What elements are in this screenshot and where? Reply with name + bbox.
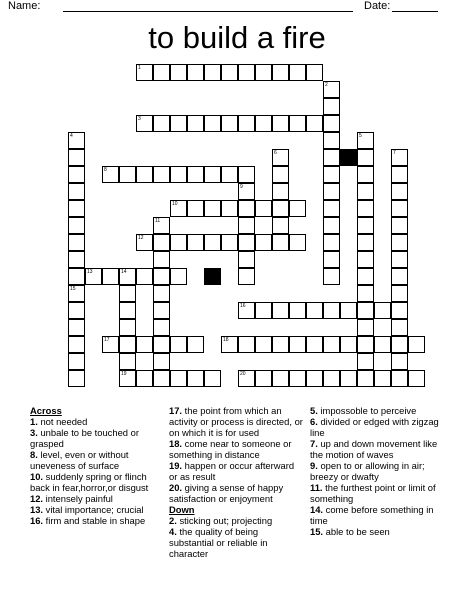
grid-cell[interactable] <box>357 285 374 302</box>
grid-cell[interactable] <box>68 166 85 183</box>
grid-cell[interactable] <box>187 234 204 251</box>
grid-cell[interactable] <box>238 268 255 285</box>
grid-cell[interactable] <box>391 166 408 183</box>
grid-cell[interactable] <box>323 149 340 166</box>
grid-cell[interactable] <box>68 217 85 234</box>
grid-cell[interactable] <box>204 200 221 217</box>
grid-cell[interactable] <box>68 251 85 268</box>
clue-item-number: 11. <box>310 482 326 493</box>
clue-item <box>310 405 445 416</box>
clue-item <box>169 405 304 438</box>
grid-cell[interactable] <box>289 336 306 353</box>
clue-number: 4 <box>70 133 73 139</box>
grid-cell[interactable] <box>238 166 255 183</box>
clue-item-text: impossoble to perceive <box>320 405 417 416</box>
grid-cell[interactable] <box>238 217 255 234</box>
grid-cell[interactable] <box>255 200 272 217</box>
clue-item-text: up and down movement like the motion of waves <box>310 438 438 460</box>
grid-cell[interactable] <box>255 64 272 81</box>
grid-cell[interactable] <box>170 370 187 387</box>
grid-cell[interactable] <box>357 251 374 268</box>
grid-cell[interactable] <box>391 353 408 370</box>
clue-item-number: 6. <box>310 416 321 427</box>
grid-cell[interactable] <box>68 336 85 353</box>
clue-item-number: 7. <box>310 438 321 449</box>
grid-cell[interactable] <box>374 302 391 319</box>
grid-cell[interactable] <box>391 319 408 336</box>
grid-cell[interactable] <box>306 64 323 81</box>
clue-item-number: 3. <box>30 427 41 438</box>
grid-cell[interactable] <box>238 183 255 200</box>
clue-item-text: not needed <box>40 416 88 427</box>
grid-cell[interactable] <box>340 302 357 319</box>
grid-cell[interactable] <box>170 336 187 353</box>
clue-item <box>310 460 445 482</box>
clue-item-text: suddenly spring or flinch back in fear,horror,or disgust <box>30 471 149 493</box>
grid-cell[interactable] <box>153 370 170 387</box>
clue-item <box>169 460 304 482</box>
clue-item <box>310 504 445 526</box>
grid-cell[interactable] <box>391 200 408 217</box>
grid-cell[interactable] <box>68 285 85 302</box>
grid-cell[interactable] <box>357 234 374 251</box>
clue-item <box>169 526 304 559</box>
grid-cell[interactable] <box>119 302 136 319</box>
grid-cell[interactable] <box>323 98 340 115</box>
grid-cell[interactable] <box>357 370 374 387</box>
clue-column-1 <box>30 405 165 526</box>
clue-item <box>30 504 165 515</box>
grid-cell[interactable] <box>323 302 340 319</box>
grid-cell[interactable] <box>204 166 221 183</box>
grid-cell[interactable] <box>153 64 170 81</box>
grid-cell[interactable] <box>68 183 85 200</box>
grid-cell[interactable] <box>306 302 323 319</box>
clue-item <box>30 515 165 526</box>
grid-cell[interactable] <box>323 81 340 98</box>
clue-item-number: 16. <box>30 515 46 526</box>
grid-cell[interactable] <box>323 217 340 234</box>
clue-item-text: the furthest point or limit of something <box>310 482 436 504</box>
grid-cell[interactable] <box>68 149 85 166</box>
grid-cell[interactable] <box>357 353 374 370</box>
clue-item-text: firm and stable in shape <box>45 515 146 526</box>
grid-cell[interactable] <box>272 64 289 81</box>
clue-item <box>169 482 304 504</box>
grid-cell[interactable] <box>357 149 374 166</box>
grid-cell[interactable] <box>170 64 187 81</box>
grid-cell[interactable] <box>119 319 136 336</box>
grid-cell[interactable] <box>391 183 408 200</box>
clue-item-text: sticking out; projecting <box>179 515 273 526</box>
clue-item-text: vital importance; crucial <box>45 504 144 515</box>
grid-cell[interactable] <box>289 115 306 132</box>
grid-cell[interactable] <box>204 115 221 132</box>
grid-cell[interactable] <box>391 234 408 251</box>
clue-item <box>169 438 304 460</box>
grid-cell[interactable] <box>153 251 170 268</box>
grid-cell[interactable] <box>238 234 255 251</box>
grid-cell[interactable] <box>289 64 306 81</box>
grid-cell[interactable] <box>187 166 204 183</box>
clue-number: 15 <box>70 286 76 292</box>
clue-item-text: level, even or without uneveness of surface <box>30 449 129 471</box>
grid-cell[interactable] <box>323 115 340 132</box>
grid-cell[interactable] <box>391 217 408 234</box>
clue-item-text: divided or edged with zigzag line <box>310 416 439 438</box>
grid-black-square <box>204 268 221 285</box>
grid-cell[interactable] <box>289 200 306 217</box>
grid-cell[interactable] <box>391 251 408 268</box>
grid-cell[interactable] <box>272 336 289 353</box>
grid-cell[interactable] <box>238 200 255 217</box>
clue-item-number: 19. <box>169 460 185 471</box>
clue-item-number: 14. <box>310 504 326 515</box>
grid-cell[interactable] <box>119 370 136 387</box>
grid-cell[interactable] <box>170 234 187 251</box>
grid-cell[interactable] <box>323 234 340 251</box>
grid-cell[interactable] <box>323 268 340 285</box>
grid-cell[interactable] <box>153 217 170 234</box>
grid-cell[interactable] <box>68 200 85 217</box>
clue-item-text: happen or occur afterward or as result <box>169 460 295 482</box>
clue-item-text: intensely painful <box>45 493 113 504</box>
clue-item <box>169 515 304 526</box>
grid-cell[interactable] <box>238 302 255 319</box>
grid-cell[interactable] <box>357 302 374 319</box>
grid-cell[interactable] <box>153 115 170 132</box>
clue-item <box>30 416 165 427</box>
grid-cell[interactable] <box>272 149 289 166</box>
grid-cell[interactable] <box>153 268 170 285</box>
grid-cell[interactable] <box>391 149 408 166</box>
clue-item-number: 2. <box>169 515 180 526</box>
grid-cell[interactable] <box>170 166 187 183</box>
grid-cell[interactable] <box>221 166 238 183</box>
grid-cell[interactable] <box>68 370 85 387</box>
grid-cell[interactable] <box>68 234 85 251</box>
clue-item-text: unbale to be touched or grasped <box>30 427 139 449</box>
grid-cell[interactable] <box>204 370 221 387</box>
grid-cell[interactable] <box>238 251 255 268</box>
grid-cell[interactable] <box>391 302 408 319</box>
clue-number: 8 <box>104 167 107 173</box>
grid-cell[interactable] <box>374 336 391 353</box>
grid-cell[interactable] <box>221 115 238 132</box>
grid-cell[interactable] <box>221 200 238 217</box>
grid-cell[interactable] <box>357 319 374 336</box>
grid-cell[interactable] <box>153 166 170 183</box>
clue-number: 1 <box>138 65 141 71</box>
grid-cell[interactable] <box>289 370 306 387</box>
clue-column-3 <box>310 405 445 537</box>
grid-cell[interactable] <box>221 336 238 353</box>
across-heading: Across <box>30 405 62 416</box>
grid-cell[interactable] <box>221 234 238 251</box>
grid-cell[interactable] <box>272 302 289 319</box>
clue-number: 12 <box>138 235 144 241</box>
grid-cell[interactable] <box>323 336 340 353</box>
clue-number: 3 <box>138 116 141 122</box>
clue-item <box>310 526 445 537</box>
grid-cell[interactable] <box>357 268 374 285</box>
clue-number: 19 <box>121 371 127 377</box>
grid-cell[interactable] <box>391 336 408 353</box>
grid-cell[interactable] <box>272 370 289 387</box>
clue-item-number: 5. <box>310 405 321 416</box>
clue-item-number: 10. <box>30 471 46 482</box>
grid-cell[interactable] <box>391 268 408 285</box>
clue-number: 14 <box>121 269 127 275</box>
clue-item-number: 17. <box>169 405 185 416</box>
grid-cell[interactable] <box>306 336 323 353</box>
clue-item <box>310 482 445 504</box>
grid-cell[interactable] <box>170 115 187 132</box>
grid-cell[interactable] <box>323 166 340 183</box>
clue-item-number: 18. <box>169 438 185 449</box>
clue-item <box>30 427 165 449</box>
grid-cell[interactable] <box>153 319 170 336</box>
clue-item-number: 20. <box>169 482 185 493</box>
grid-cell[interactable] <box>272 166 289 183</box>
grid-cell[interactable] <box>204 64 221 81</box>
grid-cell[interactable] <box>272 183 289 200</box>
grid-cell[interactable] <box>238 64 255 81</box>
grid-cell[interactable] <box>323 200 340 217</box>
clue-number: 17 <box>104 337 110 343</box>
grid-cell[interactable] <box>323 370 340 387</box>
grid-cell[interactable] <box>306 370 323 387</box>
clue-number: 6 <box>274 150 277 156</box>
clue-item-text: come before something in time <box>310 504 434 526</box>
grid-cell[interactable] <box>289 302 306 319</box>
clue-number: 11 <box>155 218 161 224</box>
clue-item <box>30 471 165 493</box>
grid-cell[interactable] <box>221 64 238 81</box>
grid-cell[interactable] <box>255 234 272 251</box>
clue-item-number: 1. <box>30 416 41 427</box>
grid-cell[interactable] <box>102 336 119 353</box>
grid-cell[interactable] <box>187 336 204 353</box>
grid-cell[interactable] <box>357 183 374 200</box>
grid-cell[interactable] <box>136 166 153 183</box>
clue-number: 20 <box>240 371 246 377</box>
clue-number: 16 <box>240 303 246 309</box>
clue-item-number: 15. <box>310 526 326 537</box>
grid-cell[interactable] <box>272 200 289 217</box>
grid-cell[interactable] <box>102 166 119 183</box>
grid-cell[interactable] <box>357 200 374 217</box>
clue-item-text: giving a sense of happy satisfaction or enjoyment <box>169 482 284 504</box>
grid-cell[interactable] <box>119 353 136 370</box>
name-label: Name: <box>8 0 41 12</box>
grid-cell[interactable] <box>340 336 357 353</box>
grid-cell[interactable] <box>272 115 289 132</box>
grid-cell[interactable] <box>136 234 153 251</box>
clue-item-text: the point from which an activity or process is directed, or on which it is for used <box>169 405 303 438</box>
clue-number: 2 <box>325 82 328 88</box>
grid-cell[interactable] <box>391 370 408 387</box>
grid-cell[interactable] <box>357 336 374 353</box>
grid-cell[interactable] <box>255 115 272 132</box>
grid-cell[interactable] <box>68 319 85 336</box>
grid-cell[interactable] <box>408 336 425 353</box>
grid-cell[interactable] <box>272 217 289 234</box>
grid-cell[interactable] <box>187 200 204 217</box>
grid-cell[interactable] <box>136 336 153 353</box>
grid-cell[interactable] <box>153 302 170 319</box>
grid-cell[interactable] <box>204 234 221 251</box>
grid-cell[interactable] <box>187 64 204 81</box>
grid-cell[interactable] <box>153 234 170 251</box>
grid-cell[interactable] <box>153 336 170 353</box>
clue-item-number: 8. <box>30 449 41 460</box>
date-label: Date: <box>364 0 391 12</box>
clue-number: 5 <box>359 133 362 139</box>
grid-cell[interactable] <box>323 251 340 268</box>
grid-cell[interactable] <box>187 115 204 132</box>
clue-number: 7 <box>393 150 396 156</box>
clue-number: 10 <box>172 201 178 207</box>
grid-cell[interactable] <box>187 370 204 387</box>
clue-number: 13 <box>87 269 93 275</box>
clue-item <box>310 416 445 438</box>
clue-item-number: 9. <box>310 460 321 471</box>
grid-cell[interactable] <box>323 132 340 149</box>
down-heading: Down <box>169 504 195 515</box>
clue-item-text: come near to someone or something in distance <box>169 438 292 460</box>
grid-cell[interactable] <box>255 370 272 387</box>
clue-number: 18 <box>223 337 229 343</box>
clue-item-number: 12. <box>30 493 46 504</box>
grid-cell[interactable] <box>68 268 85 285</box>
grid-cell[interactable] <box>374 370 391 387</box>
clue-number: 9 <box>240 184 243 190</box>
grid-cell[interactable] <box>238 336 255 353</box>
grid-cell[interactable] <box>153 285 170 302</box>
grid-cell[interactable] <box>238 115 255 132</box>
grid-cell[interactable] <box>238 370 255 387</box>
grid-cell[interactable] <box>408 370 425 387</box>
grid-cell[interactable] <box>255 336 272 353</box>
grid-cell[interactable] <box>119 285 136 302</box>
grid-cell[interactable] <box>68 132 85 149</box>
clue-item-number: 13. <box>30 504 46 515</box>
grid-cell[interactable] <box>255 302 272 319</box>
clue-item <box>30 449 165 471</box>
clue-item-text: able to be seen <box>325 526 390 537</box>
grid-cell[interactable] <box>323 183 340 200</box>
grid-cell[interactable] <box>153 353 170 370</box>
clue-item <box>310 438 445 460</box>
grid-cell[interactable] <box>119 336 136 353</box>
grid-cell[interactable] <box>136 370 153 387</box>
clue-item-text: open to or allowing in air; breezy or dwafty <box>310 460 425 482</box>
grid-cell[interactable] <box>85 268 102 285</box>
grid-cell[interactable] <box>119 166 136 183</box>
clue-item-text: the quality of being substantial or reliable in character <box>169 526 268 559</box>
grid-cell[interactable] <box>306 115 323 132</box>
grid-cell[interactable] <box>357 217 374 234</box>
grid-cell[interactable] <box>68 353 85 370</box>
grid-cell[interactable] <box>340 370 357 387</box>
page-title: to build a fire <box>148 20 326 55</box>
grid-cell[interactable] <box>357 166 374 183</box>
grid-cell[interactable] <box>272 234 289 251</box>
grid-cell[interactable] <box>136 268 153 285</box>
grid-cell[interactable] <box>170 200 187 217</box>
clue-column-2 <box>169 405 304 559</box>
grid-cell[interactable] <box>391 285 408 302</box>
grid-cell[interactable] <box>136 115 153 132</box>
grid-cell[interactable] <box>68 302 85 319</box>
grid-cell[interactable] <box>102 268 119 285</box>
clue-item <box>30 493 165 504</box>
grid-cell[interactable] <box>289 234 306 251</box>
grid-cell[interactable] <box>357 132 374 149</box>
grid-cell[interactable] <box>170 268 187 285</box>
grid-cell[interactable] <box>119 268 136 285</box>
grid-cell[interactable] <box>136 64 153 81</box>
clue-item-number: 4. <box>169 526 180 537</box>
grid-black-square <box>340 149 357 166</box>
